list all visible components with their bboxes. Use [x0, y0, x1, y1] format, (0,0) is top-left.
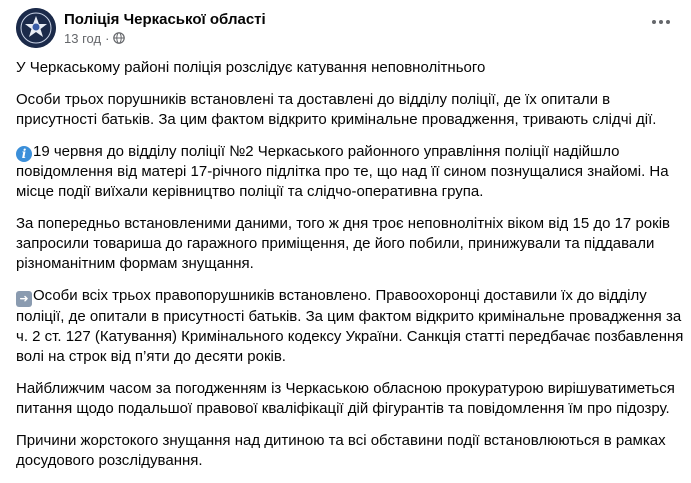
- separator-dot: ·: [105, 30, 110, 46]
- right-arrow-icon: ➜: [16, 291, 32, 307]
- more-dots-icon[interactable]: [645, 10, 677, 34]
- post-paragraph-3: За попередньо встановленими даними, того ж дня троє неповнолітніх віком від 15 до 17 років запросили товариша до гаражного приміщення, де його побили, принижували та піддавали різноманітним формам знущання.: [16, 215, 670, 272]
- post-paragraph-6: Причини жорстокого знущання над дитиною та всі обставини події встановлюються в рамках досудового розслідування.: [16, 432, 666, 469]
- police-badge-icon: [16, 8, 56, 48]
- post-content: [16, 58, 688, 483]
- avatar[interactable]: [16, 8, 56, 48]
- post-title: У Черкаському районі поліція розслідує катування неповнолітнього: [16, 59, 486, 76]
- information-icon: i: [16, 146, 32, 162]
- post-paragraph-2: [16, 142, 688, 202]
- post-paragraph-2-text: 19 червня до відділу поліції №2 Черкаського районного управління поліції надійшло повідомлення від матері 17-річного підлітка про те, що над її сином познущалися знайомі. На місце події виїхали керівництво поліції та слідчо-оперативна група.: [16, 143, 669, 200]
- globe-icon: [113, 32, 125, 44]
- post-paragraph-1: Особи трьох порушників встановлені та доставлені до відділу поліції, де їх опитали в присутності батьків. За цим фактом відкрито кримінальне провадження, тривають слідчі дії.: [16, 91, 657, 128]
- post-paragraph-5: Найближчим часом за погодженням із Черкаською обласною прокуратурою вирішуватиметься питання щодо подальшої правової кваліфікації дій фігурантів та повідомлення їм про підозру.: [16, 380, 675, 417]
- post-paragraph-4-text: Особи всіх трьох правопорушників встановлено. Правоохоронці доставили їх до відділу поліції, де опитали в присутності батьків. За цим фактом відкрито кримінальне провадження за ч. 2 ст. 127 (Катування) Кримінального кодексу України. Санкція статті передбачає позбавлення волі на строк від п’яти до десяти років.: [16, 287, 684, 365]
- post-meta: [64, 10, 266, 47]
- time-row: [64, 30, 266, 47]
- post-paragraph-4: [16, 286, 688, 367]
- post-header: [16, 8, 266, 48]
- page-name-link[interactable]: Поліція Черкаської області: [64, 10, 266, 28]
- post-timestamp[interactable]: 13 год: [64, 30, 102, 46]
